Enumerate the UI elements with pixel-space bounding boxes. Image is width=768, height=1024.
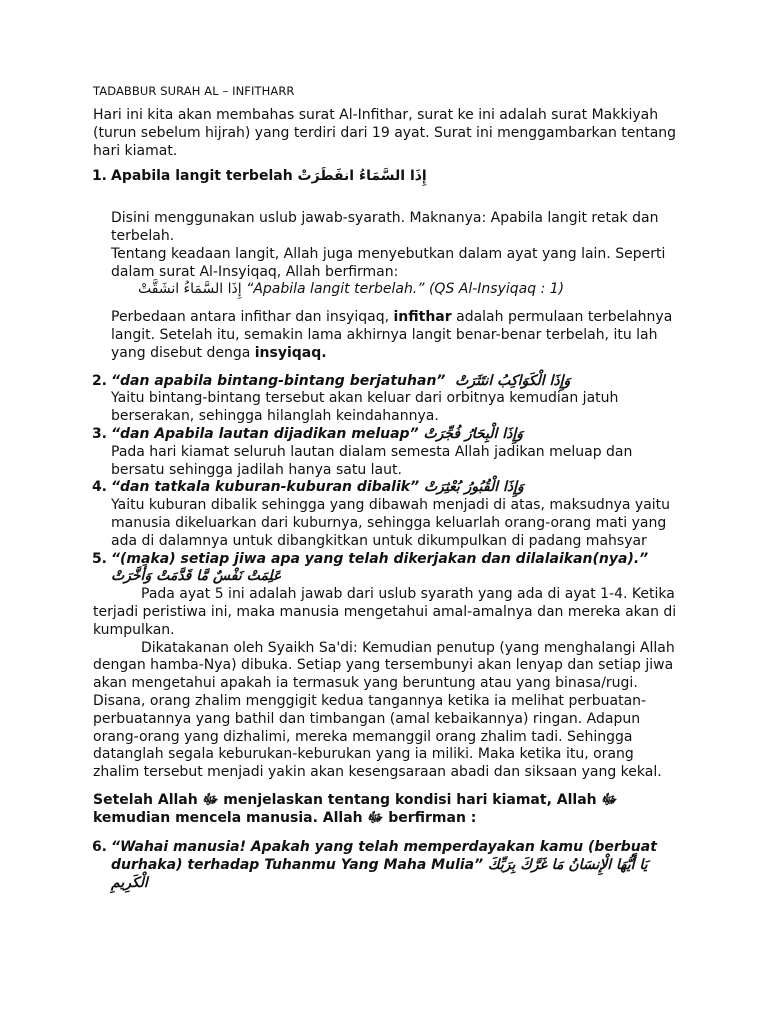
list-number: 5. [91, 550, 107, 567]
verse-heading [111, 551, 678, 587]
list-item-2 [93, 373, 678, 426]
verse-heading-text: “dan tatkala kuburan-kuburan dibalik” [111, 479, 420, 496]
explanation-paragraph: Perbedaan antara infithar dan insyiqaq, infithar adalah permulaan terbelahnya langit. Setelah itu, semakin lama akhirnya langit benar-benar terbelah, itu lah yang disebut denga insyiqaq. [111, 309, 673, 361]
verse-heading-text: “dan apabila bintang-bintang berjatuhan” [111, 372, 446, 389]
list-number: 1. [91, 168, 107, 185]
verse-heading [111, 839, 678, 892]
explanation-paragraph: Yaitu bintang-bintang tersebut akan keluar dari orbitnya kemudian jatuh berserakan, sehingga hilanglah keindahannya. [111, 390, 619, 425]
verse-heading-text: “dan Apabila lautan dijadikan meluap” [111, 425, 419, 442]
list-item-6 [93, 839, 678, 892]
jalla-jalaluhu-symbol: ﷻ [601, 791, 618, 808]
list-item-4 [93, 479, 678, 550]
explanation-paragraph: Pada ayat 5 ini adalah jawab dari uslub syarath yang ada di ayat 1-4. Ketika terjadi peristiwa ini, maka manusia mengetahui amal-amalnya dan mereka akan di kumpulkan. [93, 586, 677, 638]
jalla-jalaluhu-symbol: ﷻ [202, 791, 219, 808]
quoted-verse-arabic: إِذَا السَّمَاءُ انشَقَّتْ [138, 281, 242, 298]
verse-heading-arabic: يَا أَيُّهَا الْإِنسَانُ مَا غَرَّكَ بِرَبِّكَ الْكَرِيمِ [111, 857, 648, 892]
explanation-paragraph: Tentang keadaan langit, Allah juga menyebutkan dalam ayat yang lain. Seperti dalam surat Al-Insyiqaq, Allah berfirman: [111, 245, 666, 280]
jalla-jalaluhu-symbol: ﷻ [367, 809, 384, 826]
verse-heading [111, 426, 678, 444]
verse-heading-arabic: إِذَا السَّمَاءُ انفَطَرَتْ [297, 168, 427, 185]
list-item-3 [93, 426, 678, 479]
verse-heading [111, 168, 678, 186]
verse-heading-arabic: وَإِذَا الْبِحَارُ فُجِّرَتْ [423, 425, 524, 442]
verse-heading-text: “Wahai manusia! Apakah yang telah memperdayakan kamu (berbuat durhaka) terhadap Tuhanmu Yang Maha Mulia” [111, 839, 657, 874]
list-number: 3. [91, 425, 107, 442]
explanation-paragraph: Dikatakanan oleh Syaikh Sa'di: Kemudian penutup (yang menghalangi Allah dengan hamba-Nya) dibuka. Setiap yang tersembunyi akan lenyap dan setiap jiwa akan mengetahui apakah ia termasuk yang beruntung atau yang binasa/rugi. Disana, orang zhalim menggigit kedua tangannya ketika ia melihat perbuatan-perbuatannya yang bathil dan timbangan (amal kebaikannya) ringan. Adapun orang-orang yang dizhalimi, mereka memanggil orang zhalim tadi. Sehingga datanglah segala keburukan-keburukan yang ia miliki. Maka ketika itu, orang zhalim tersebut menjadi yakin akan kesengsaraan abadi dan siksaan yang kekal. [93, 639, 675, 781]
verse-heading [111, 479, 678, 497]
intro-paragraph: Hari ini kita akan membahas surat Al-Infithar, surat ke ini adalah surat Makkiyah (turun sebelum hijrah) yang terdiri dari 19 ayat. Surat ini menggambarkan tentang hari kiamat. [93, 107, 677, 159]
quoted-verse [111, 281, 678, 299]
verse-heading-arabic: وَإِذَا الْكَوَاكِبُ انتَثَرَتْ [455, 372, 571, 389]
list-number: 2. [91, 372, 107, 389]
document-page [93, 84, 678, 893]
list-number: 4. [91, 479, 107, 496]
verse-heading-arabic: وَإِذَا الْقُبُورُ بُعْثِرَتْ [423, 479, 524, 496]
closing-paragraph: Setelah Allah ﷻ menjelaskan tentang kondisi hari kiamat, Allah ﷻ kemudian mencela manusia. Allah ﷻ berfirman : [93, 791, 618, 826]
quoted-verse-translation: “Apabila langit terbelah.” (QS Al-Insyiqaq : 1) [246, 281, 565, 298]
verse-heading-arabic: عَلِمَتْ نَفْسٌ مَّا قَدَّمَتْ وَأَخَّرَتْ [111, 568, 282, 585]
explanation-paragraph: Yaitu kuburan dibalik sehingga yang dibawah menjadi di atas, maksudnya yaitu manusia dikeluarkan dari kuburnya, sehingga keluarlah orang-orang mati yang ada di dalamnya untuk dibangkitkan untuk dikumpulkan di padang mahsyar [111, 497, 671, 549]
verse-heading-text: “(maka) setiap jiwa apa yang telah dikerjakan dan dilalaikan(nya).” [111, 550, 649, 567]
list-item-1 [93, 168, 678, 362]
explanation-paragraph: Pada hari kiamat seluruh lautan dialam semesta Allah jadikan meluap dan bersatu sehingga jadilah hanya satu laut. [111, 443, 633, 478]
explanation-paragraph: Disini menggunakan uslub jawab-syarath. Maknanya: Apabila langit retak dan terbelah. [111, 210, 659, 244]
list-number: 6. [91, 839, 107, 856]
list-item-5 [93, 551, 678, 587]
verse-heading [111, 373, 678, 391]
document-title: TADABBUR SURAH AL – INFITHARR [93, 84, 295, 98]
verse-heading-text: Apabila langit terbelah [111, 168, 293, 185]
